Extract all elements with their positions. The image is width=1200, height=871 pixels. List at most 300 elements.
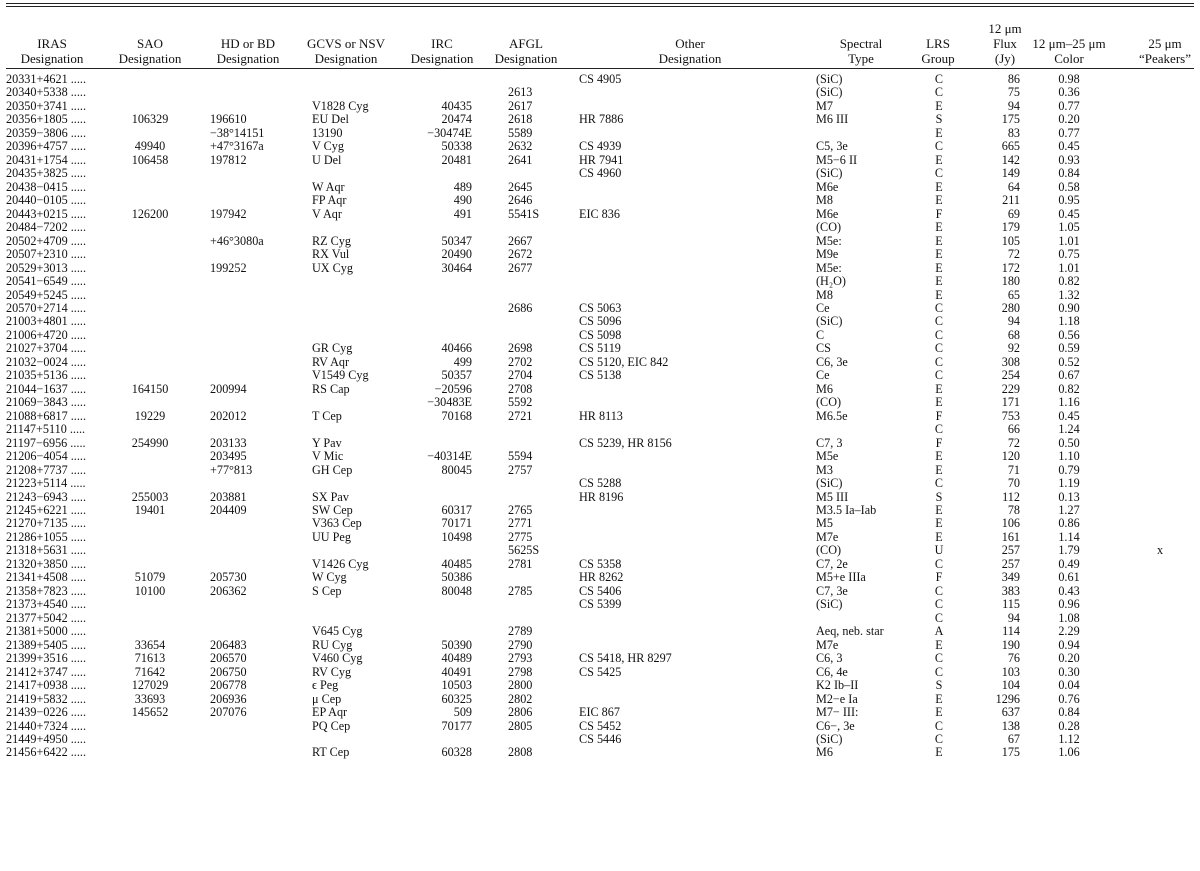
cell-gcvs: RZ Cyg	[312, 233, 351, 248]
cell-lrs: C	[934, 327, 944, 342]
column-header-irc	[402, 8, 482, 66]
cell-afgl: 2781	[508, 556, 533, 571]
cell-hd: 203495	[210, 449, 247, 464]
cell-flux: 175	[1001, 112, 1020, 127]
table-row	[0, 733, 1200, 746]
cell-gcvs: GH Cep	[312, 462, 353, 477]
cell-spec: M5e:	[816, 260, 842, 275]
cell-flux: 190	[1001, 637, 1020, 652]
cell-hd: 200994	[210, 381, 247, 396]
cell-iras: 21088+6817 .....	[6, 408, 86, 423]
cell-irc: 20481	[441, 152, 472, 167]
table-row	[0, 194, 1200, 207]
cell-spec: C6, 4e	[816, 664, 848, 679]
cell-lrs: C	[934, 476, 944, 491]
cell-afgl: 2785	[508, 583, 533, 598]
cell-oth: CS 5096	[579, 314, 622, 329]
table-row	[0, 329, 1200, 342]
cell-afgl: 2765	[508, 503, 533, 517]
cell-spec: C7, 2e	[816, 556, 848, 571]
cell-flux: 179	[1001, 220, 1020, 235]
cell-lrs: C	[934, 583, 944, 598]
table-row	[0, 208, 1200, 221]
cell-lrs: C	[934, 139, 944, 154]
column-header-line: 12 μm–25 μm	[1032, 36, 1106, 51]
cell-oth: CS 5452	[579, 718, 622, 733]
cell-col: 0.59	[1058, 341, 1080, 356]
cell-gcvs: RV Cyg	[312, 664, 352, 679]
cell-col: 1.32	[1058, 287, 1080, 302]
table-row	[0, 140, 1200, 153]
cell-lrs: C	[934, 85, 944, 100]
cell-col: 0.77	[1058, 98, 1080, 113]
cell-gcvs: RT Cep	[312, 745, 350, 760]
cell-lrs: E	[935, 637, 943, 652]
cell-lrs: E	[935, 233, 943, 248]
cell-lrs: C	[934, 718, 944, 733]
column-header-line: Other	[675, 36, 705, 51]
cell-iras: 21456+6422 .....	[6, 745, 86, 760]
cell-spec: C	[816, 327, 825, 342]
table-row	[0, 127, 1200, 140]
cell-hd: 207076	[210, 705, 247, 720]
column-header-line: Designation	[658, 51, 722, 66]
cell-oth: HR 7886	[579, 112, 624, 127]
column-header-line: Designation	[494, 51, 558, 66]
cell-gcvs: UU Peg	[312, 529, 351, 544]
cell-lrs: C	[934, 368, 944, 383]
cell-flux: 637	[1001, 705, 1020, 720]
table-row	[0, 517, 1200, 530]
cell-col: 0.84	[1058, 166, 1080, 181]
cell-sao: 19229	[134, 408, 166, 423]
cell-flux: 114	[1002, 624, 1020, 639]
cell-iras: 21417+0938 .....	[6, 678, 86, 693]
cell-lrs: S	[935, 112, 943, 127]
cell-flux: 180	[1001, 274, 1020, 289]
cell-flux: 665	[1001, 139, 1020, 154]
cell-afgl: 2798	[508, 664, 533, 679]
cell-flux: 1296	[995, 691, 1020, 706]
cell-irc: 10503	[441, 678, 472, 693]
table-row	[0, 544, 1200, 557]
cell-afgl: 5592	[508, 395, 533, 410]
column-header-line: Flux	[993, 36, 1017, 51]
cell-irc: −40314E	[427, 449, 472, 464]
cell-gcvs: 13190	[312, 125, 343, 140]
cell-oth: CS 5239, HR 8156	[579, 435, 672, 450]
cell-flux: 75	[1007, 85, 1020, 100]
cell-irc: 60328	[441, 745, 472, 760]
cell-col: 0.96	[1058, 597, 1080, 612]
cell-hd: 203133	[210, 435, 247, 450]
cell-afgl: 2618	[508, 112, 533, 127]
cell-hd: 203881	[210, 489, 247, 504]
cell-oth: EIC 867	[579, 705, 620, 720]
table-row	[0, 706, 1200, 719]
table-row	[0, 181, 1200, 194]
column-header-col	[1032, 8, 1106, 66]
cell-col: 0.45	[1058, 408, 1080, 423]
column-header-line: GCVS or NSV	[306, 36, 385, 51]
cell-spec: M5 III	[816, 489, 849, 504]
cell-spec: C5, 3e	[816, 139, 848, 154]
cell-lrs: E	[935, 287, 943, 302]
cell-afgl: 2698	[508, 341, 533, 356]
cell-afgl: 5625S	[508, 543, 540, 558]
cell-flux: 72	[1007, 435, 1020, 450]
column-header-line: IRC	[431, 36, 453, 51]
cell-lrs: E	[935, 193, 943, 208]
cell-flux: 171	[1001, 395, 1020, 410]
cell-col: 0.67	[1058, 368, 1080, 383]
cell-spec: M2−e Ia	[816, 691, 858, 706]
cell-irc: −20596	[434, 381, 472, 396]
table-row	[0, 221, 1200, 234]
cell-spec: M7− III:	[816, 705, 859, 720]
column-header-line: IRAS	[37, 36, 67, 51]
cell-lrs: E	[935, 705, 943, 720]
cell-iras: 20340+5338 .....	[6, 85, 86, 100]
cell-irc: 40435	[441, 98, 472, 113]
cell-sao: 19401	[134, 503, 166, 517]
cell-iras: 21208+7737 .....	[6, 462, 86, 477]
table-row	[0, 167, 1200, 180]
cell-oth: CS 4939	[579, 139, 622, 154]
cell-iras: 20331+4621 .....	[6, 72, 86, 86]
cell-afgl: 2789	[508, 624, 533, 639]
column-header-hd	[210, 8, 286, 66]
cell-iras: 21206−4054 .....	[6, 449, 86, 464]
column-header-line: SAO	[136, 36, 163, 51]
cell-lrs: E	[935, 274, 943, 289]
cell-oth: HR 8262	[579, 570, 624, 585]
cell-sao: 10100	[134, 583, 166, 598]
column-header-line: LRS	[926, 36, 950, 51]
cell-spec: (SiC)	[816, 314, 843, 329]
cell-iras: 20431+1754 .....	[6, 152, 86, 167]
cell-spec: Aeq, neb. star	[816, 624, 884, 639]
cell-iras: 21320+3850 .....	[6, 556, 86, 571]
cell-irc: 10498	[441, 529, 472, 544]
cell-lrs: E	[935, 462, 943, 477]
cell-col: 0.56	[1058, 327, 1080, 342]
cell-oth: CS 5119	[579, 341, 621, 356]
table-row	[0, 720, 1200, 733]
cell-col: 0.50	[1058, 435, 1080, 450]
table-row	[0, 248, 1200, 261]
table-row	[0, 558, 1200, 571]
table-row	[0, 113, 1200, 126]
cell-flux: 69	[1007, 206, 1020, 221]
column-header-line: (Jy)	[994, 51, 1016, 66]
cell-lrs: E	[935, 98, 943, 113]
cell-hd: 204409	[210, 503, 247, 517]
cell-flux: 142	[1001, 152, 1020, 167]
cell-hd: 206750	[210, 664, 247, 679]
cell-col: 0.86	[1058, 516, 1080, 531]
column-header-oth	[620, 8, 760, 66]
cell-iras: 20507+2310 .....	[6, 247, 86, 262]
cell-col: 1.10	[1058, 449, 1080, 464]
table-row	[0, 383, 1200, 396]
cell-spec: C7, 3	[816, 435, 843, 450]
cell-gcvs: EU Del	[312, 112, 349, 127]
cell-gcvs: μ Cep	[312, 691, 342, 706]
cell-col: 0.04	[1058, 678, 1080, 693]
cell-oth: CS 5418, HR 8297	[579, 651, 672, 666]
cell-gcvs: SX Pav	[312, 489, 349, 504]
cell-lrs: F	[935, 435, 943, 450]
table-row	[0, 73, 1200, 86]
cell-col: 0.77	[1058, 125, 1080, 140]
cell-irc: 40491	[441, 664, 472, 679]
cell-lrs: E	[935, 179, 943, 194]
cell-oth: CS 5399	[579, 597, 622, 612]
cell-flux: 106	[1001, 516, 1020, 531]
cell-gcvs: V1549 Cyg	[312, 368, 369, 383]
cell-iras: 21440+7324 .....	[6, 718, 86, 733]
cell-gcvs: T Cep	[312, 408, 342, 423]
cell-spec: M8	[816, 193, 833, 208]
cell-irc: 490	[453, 193, 472, 208]
cell-spec: (CO)	[816, 543, 842, 558]
cell-iras: 20541−6549 .....	[6, 274, 86, 289]
cell-flux: 349	[1001, 570, 1020, 585]
cell-col: 1.12	[1058, 731, 1080, 746]
cell-gcvs: V Cyg	[312, 139, 344, 154]
table-row	[0, 491, 1200, 504]
column-header-line: Designation	[410, 51, 474, 66]
cell-afgl: 2617	[508, 98, 533, 113]
column-header-line: “Peakers”	[1139, 51, 1191, 66]
cell-lrs: E	[935, 125, 943, 140]
cell-gcvs: EP Aqr	[312, 705, 348, 720]
cell-col: 0.98	[1058, 72, 1080, 86]
cell-lrs: C	[934, 556, 944, 571]
cell-flux: 78	[1007, 503, 1020, 517]
cell-irc: 50386	[441, 570, 472, 585]
cell-iras: 21006+4720 .....	[6, 327, 86, 342]
cell-lrs: C	[934, 341, 944, 356]
cell-col: 0.36	[1058, 85, 1080, 100]
cell-flux: 172	[1001, 260, 1020, 275]
cell-col: 0.90	[1058, 300, 1080, 315]
cell-lrs: F	[935, 206, 943, 221]
table-row	[0, 639, 1200, 652]
cell-irc: 60325	[441, 691, 472, 706]
cell-col: 1.05	[1058, 220, 1080, 235]
header-rule	[6, 68, 1194, 69]
cell-afgl: 2667	[508, 233, 533, 248]
cell-afgl: 2641	[508, 152, 533, 167]
cell-col: 0.76	[1058, 691, 1080, 706]
cell-lrs: F	[935, 408, 943, 423]
cell-iras: 21412+3747 .....	[6, 664, 86, 679]
table-row	[0, 275, 1200, 288]
cell-lrs: C	[934, 72, 944, 86]
cell-oth: CS 5120, EIC 842	[579, 354, 669, 369]
column-header-line: Color	[1054, 51, 1084, 66]
cell-gcvs: V645 Cyg	[312, 624, 363, 639]
cell-col: 1.24	[1058, 422, 1080, 437]
cell-gcvs: RV Aqr	[312, 354, 350, 369]
cell-afgl: 2805	[508, 718, 533, 733]
cell-irc: 40489	[441, 651, 472, 666]
table-row	[0, 693, 1200, 706]
cell-iras: 21245+6221 .....	[6, 503, 86, 517]
cell-oth: CS 5425	[579, 664, 622, 679]
cell-iras: 21399+3516 .....	[6, 651, 86, 666]
cell-flux: 86	[1007, 72, 1020, 86]
cell-lrs: C	[934, 166, 944, 181]
cell-hd: 199252	[210, 260, 247, 275]
cell-col: 0.79	[1058, 462, 1080, 477]
cell-sao: 51079	[134, 570, 166, 585]
cell-spec: M5−6 II	[816, 152, 858, 167]
table-row	[0, 369, 1200, 382]
cell-oth: CS 5446	[579, 731, 622, 746]
column-header-gcvs	[300, 8, 392, 66]
cell-irc: 80045	[441, 462, 472, 477]
cell-col: 2.29	[1058, 624, 1080, 639]
cell-gcvs: V1426 Cyg	[312, 556, 369, 571]
cell-iras: 21044−1637 .....	[6, 381, 86, 396]
cell-col: 1.19	[1058, 476, 1080, 491]
cell-afgl: 2646	[508, 193, 533, 208]
cell-hd: 206362	[210, 583, 247, 598]
cell-irc: 70168	[441, 408, 472, 423]
cell-lrs: C	[934, 314, 944, 329]
cell-col: 0.93	[1058, 152, 1080, 167]
cell-col: 1.01	[1058, 233, 1080, 248]
table-row	[0, 154, 1200, 167]
cell-gcvs: PQ Cep	[312, 718, 351, 733]
cell-col: 0.28	[1058, 718, 1080, 733]
cell-flux: 104	[1001, 678, 1020, 693]
column-header-spec	[826, 8, 896, 66]
cell-flux: 229	[1001, 381, 1020, 396]
cell-oth: EIC 836	[579, 206, 620, 221]
cell-hd: 206570	[210, 651, 247, 666]
cell-gcvs: RX Vul	[312, 247, 350, 262]
cell-spec: Ce	[816, 368, 830, 383]
cell-irc: 60317	[441, 503, 472, 517]
cell-lrs: E	[935, 152, 943, 167]
cell-spec: CS	[816, 341, 831, 356]
cell-iras: 21032−0024 .....	[6, 354, 86, 369]
column-header-lrs	[920, 8, 956, 66]
table-row	[0, 289, 1200, 302]
cell-oth: CS 5406	[579, 583, 622, 598]
cell-hd: +46°3080a	[210, 233, 264, 248]
cell-afgl: 2800	[508, 678, 533, 693]
cell-spec: M7e	[816, 637, 839, 652]
cell-col: 0.30	[1058, 664, 1080, 679]
cell-irc: 50357	[441, 368, 472, 383]
cell-col: 1.01	[1058, 260, 1080, 275]
cell-iras: 21389+5405 .....	[6, 637, 86, 652]
cell-afgl: 2672	[508, 247, 533, 262]
cell-spec: (H₂O)	[816, 274, 846, 289]
column-header-line: Spectral	[839, 36, 883, 51]
cell-iras: 20356+1805 .....	[6, 112, 86, 127]
table-row	[0, 504, 1200, 517]
table-row	[0, 342, 1200, 355]
cell-hd: 206936	[210, 691, 247, 706]
cell-hd: −38°14151	[210, 125, 265, 140]
cell-gcvs: S Cep	[312, 583, 342, 598]
cell-lrs: C	[934, 597, 944, 612]
cell-afgl: 5594	[508, 449, 533, 464]
table-row	[0, 450, 1200, 463]
cell-sao: 164150	[131, 381, 169, 396]
cell-afgl: 2686	[508, 300, 533, 315]
table-row	[0, 571, 1200, 584]
cell-col: 0.49	[1058, 556, 1080, 571]
cell-spec: M5+e IIIa	[816, 570, 866, 585]
cell-lrs: C	[934, 422, 944, 437]
cell-col: 0.95	[1058, 193, 1080, 208]
cell-flux: 92	[1007, 341, 1020, 356]
cell-irc: 489	[453, 179, 472, 194]
cell-spec: (CO)	[816, 220, 842, 235]
cell-spec: M8	[816, 287, 833, 302]
cell-spec: M3	[816, 462, 833, 477]
cell-flux: 65	[1007, 287, 1020, 302]
cell-col: 0.84	[1058, 705, 1080, 720]
cell-iras: 20396+4757 .....	[6, 139, 86, 154]
cell-iras: 21286+1055 .....	[6, 529, 86, 544]
column-header-line: Designation	[216, 51, 280, 66]
cell-irc: 499	[453, 354, 472, 369]
cell-lrs: U	[934, 543, 944, 558]
cell-sao: 71613	[134, 651, 166, 666]
cell-spec: Ce	[816, 300, 830, 315]
cell-spec: M5e	[816, 449, 839, 464]
cell-gcvs: UX Cyg	[312, 260, 353, 275]
cell-spec: (SiC)	[816, 72, 843, 86]
cell-afgl: 2802	[508, 691, 533, 706]
cell-spec: M6	[816, 745, 833, 760]
cell-iras: 21035+5136 .....	[6, 368, 86, 383]
cell-spec: C6, 3e	[816, 354, 848, 369]
cell-lrs: C	[934, 610, 944, 625]
cell-iras: 21223+5114 .....	[6, 476, 86, 491]
cell-gcvs: V363 Cep	[312, 516, 362, 531]
table-row	[0, 652, 1200, 665]
table-row	[0, 612, 1200, 625]
cell-spec: M6 III	[816, 112, 849, 127]
cell-col: 0.82	[1058, 381, 1080, 396]
cell-lrs: E	[935, 516, 943, 531]
cell-col: 0.52	[1058, 354, 1080, 369]
cell-gcvs: SW Cep	[312, 503, 353, 517]
cell-lrs: C	[934, 300, 944, 315]
cell-flux: 105	[1001, 233, 1020, 248]
table-row	[0, 585, 1200, 598]
cell-iras: 20350+3741 .....	[6, 98, 86, 113]
cell-lrs: E	[935, 247, 943, 262]
table-row	[0, 410, 1200, 423]
cell-flux: 83	[1007, 125, 1020, 140]
cell-hd: 206778	[210, 678, 247, 693]
cell-flux: 64	[1007, 179, 1020, 194]
cell-iras: 21381+5000 .....	[6, 624, 86, 639]
cell-iras: 21373+4540 .....	[6, 597, 86, 612]
cell-spec: M6e	[816, 206, 839, 221]
cell-col: 1.08	[1058, 610, 1080, 625]
